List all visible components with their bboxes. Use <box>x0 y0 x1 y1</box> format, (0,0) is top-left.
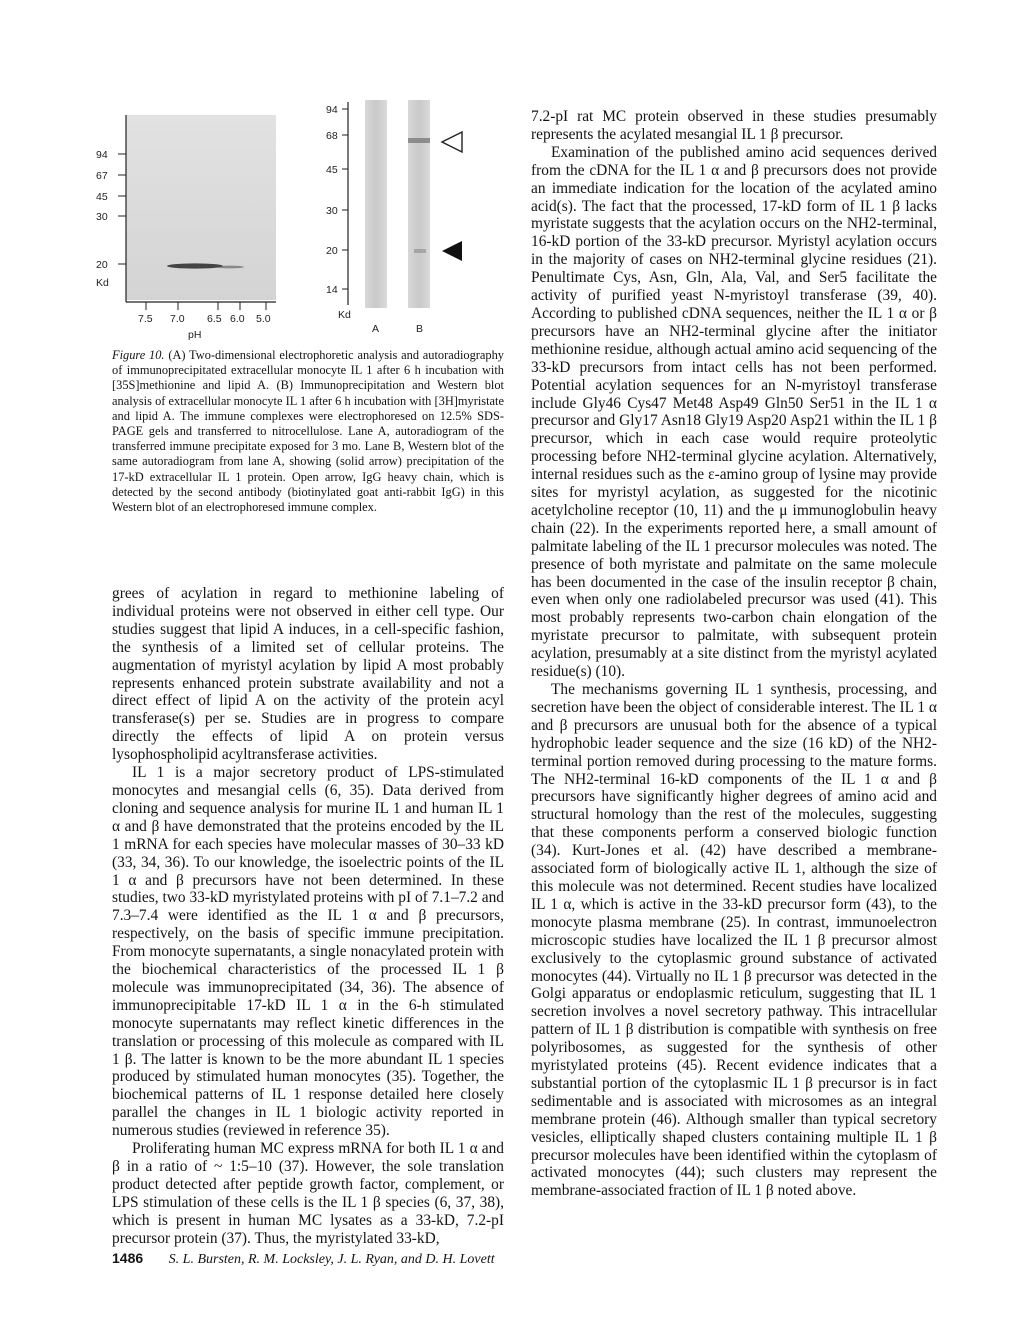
right-paragraph-1: 7.2-pI rat MC protein observed in these studies presumably represents the acylated mesangial IL 1 β precursor. <box>531 108 937 143</box>
lane-a-label: A <box>372 323 380 335</box>
left-paragraph-3: Proliferating human MC express mRNA for both IL 1 α and β in a ratio of ~ 1:5–10 (37). However, the sole translation product detected after peptide growth factor, complement, or LPS stimulation of these cells is the IL 1 β species (6, 37, 38), which is present in human MC lysates as a 33-kD, 7.2-pI precursor protein (37). Thus, the myristylated 33-kD, <box>112 1140 504 1247</box>
lane-b-band-heavy-chain <box>408 138 430 143</box>
panel-a-ph-label: pH <box>188 329 202 340</box>
panel-a-spot-tail <box>216 266 244 269</box>
footer-authors: S. L. Bursten, R. M. Locksley, J. L. Ryan, and D. H. Lovett <box>168 1252 495 1267</box>
panel-a <box>96 115 276 340</box>
right-paragraph-3: The mechanisms governing IL 1 synthesis, processing, and secretion have been the object of considerable interest. The IL 1 α and β precursors are unusual both for the absence of a typical hydrophobic leader sequence and the size (16 kD) of the NH2-terminal portion removed during processing to the mature forms. The NH2-terminal 16-kD components of the IL 1 α and β precursors have significantly higher degrees of amino acid and structural homology than the rest of the molecules, suggesting that these components perform a conserved biologic function (34). Kurt-Jones et al. (42) have described a membrane-associated form of biologically active IL 1, although the size of this molecule was not determined. Recent studies have localized IL 1 α, which is active in the 33-kD precursor form (43), to the monocyte plasma membrane (25). In contrast, immunoelectron microscopic studies have localized the IL 1 β precursor almost exclusively to the cytoplasmic ground substance of activated monocytes (44). Virtually no IL 1 β precursor was detected in the Golgi apparatus or endoplasmic reticulum, suggesting that IL 1 secretion involves a novel secretory pathway. This intracellular pattern of IL 1 β distribution is compatible with synthesis on free polyribosomes, as suggested for the synthesis of other myristylated proteins (45). Recent evidence indicates that a substantial portion of the cytoplasmic IL 1 β precursor is in fact sedimentable and is associated with microsomes as an integral membrane protein (46). Although smaller than typical secretory vesicles, elliptically shaped clusters containing multiple IL 1 β precursor molecules have been identified within the cytoplasm of activated monocytes (44); such clusters may represent the membrane-associated fraction of IL 1 β noted above. <box>531 681 937 1200</box>
lane-a-strip <box>365 100 387 308</box>
lane-b-band-il1 <box>414 249 426 253</box>
panel-b-mw-30: 30 <box>326 205 338 217</box>
panel-a-ph-50: 5.0 <box>256 313 271 325</box>
panel-a-spot <box>167 263 223 268</box>
panel-b <box>326 100 462 335</box>
panel-a-ph-70: 7.0 <box>170 313 185 325</box>
panel-b-mw-45: 45 <box>326 164 338 176</box>
panel-b-mw-20: 20 <box>326 245 338 257</box>
panel-a-mw-unit: Kd <box>96 277 109 289</box>
caption-label: Figure 10. <box>112 348 165 362</box>
panel-a-ph-60: 6.0 <box>230 313 245 325</box>
left-column <box>112 585 504 1248</box>
panel-b-mw-68: 68 <box>326 130 338 142</box>
right-column <box>531 108 937 1200</box>
panel-a-ph-75: 7.5 <box>138 313 153 325</box>
left-paragraph-1: grees of acylation in regard to methionine labeling of individual proteins were not observed in either cell type. Our studies suggest that lipid A induces, in a cell-specific fashion, the synthesis of a limited set of cellular proteins. The augmentation of myristyl acylation by lipid A most probably represents enhanced protein substrate availability and not a direct effect of lipid A on the activity of the protein acyl transferase(s) per se. Studies are in progress to compare directly the effects of lipid A on protein versus lysophospholipid acyltransferase activities. <box>112 585 504 764</box>
right-paragraph-2: Examination of the published amino acid sequences derived from the cDNA for the IL 1 α and β precursors does not provide an immediate indication for the location of the acylated amino acid(s). The fact that the processed, 17-kD form of IL 1 β lacks myristate suggests that the acylation occurs on the NH2-terminal, 16-kD portion of the 33-kD precursor. Myristyl acylation occurs in the majority of cases on NH2-terminal glycine residues (21). Penultimate Cys, Asn, Gln, Ala, Val, and Ser5 facilitate the activity of purified yeast N-myristoyl transferase (39, 40). According to published cDNA sequences, neither the IL 1 α or β precursors have an NH2-terminal glycine after the initiator methionine residue, although actual amino acid sequencing of the 33-kD precursors from intact cells has not been performed. Potential acylation sequences for an N-myristoyl transferase include Gly46 Cys47 Met48 Asp49 Gln50 Ser51 in the IL 1 α precursor and Gly17 Asn18 Gly19 Asp20 Asp21 within the IL 1 β precursor, which in each case would require proteolytic processing before NH2-terminal glycine acylation. Alternatively, internal residues such as the ε-amino group of lysine may provide sites for myristyl acylation, as suggested for the nicotinic acetylcholine receptor (10, 11) and the μ immunoglobulin heavy chain (22). In the experiments reported here, a small amount of palmitate labeling of the IL 1 precursor molecules was noted. The presence of both myristate and palmitate on the same molecule has been documented in the case of the insulin receptor β chain, even when only one radiolabeled precursor was used (41). This most probably represents two-carbon chain elongation of the myristate precursor to palmitate, with subsequent protein acylation, presumably at a site distinct from the myristyl acylated residue(s) (10). <box>531 143 937 681</box>
panel-a-mw-30: 30 <box>96 211 108 223</box>
panel-a-mw-94: 94 <box>96 149 108 161</box>
figure-caption <box>112 348 504 515</box>
panel-b-mw-14: 14 <box>326 284 338 296</box>
panel-a-mw-20: 20 <box>96 259 108 271</box>
panel-a-mw-67: 67 <box>96 170 108 182</box>
lane-b-strip <box>408 100 430 308</box>
panel-b-mw-unit: Kd <box>338 309 351 321</box>
panel-a-ph-65: 6.5 <box>207 313 222 325</box>
page-number: 1486 <box>112 1250 144 1266</box>
panel-a-mw-45: 45 <box>96 191 108 203</box>
lane-b-label: B <box>416 323 424 335</box>
caption-text: (A) Two-dimensional electrophoretic analysis and autoradiography of immunoprecipitated extracellular monocyte IL 1 after 6 h incubation with [35S]methionine and lipid A. (B) Immunoprecipitation and Western blot analysis of extracellular monocyte IL 1 after 6 h incubation with [3H]myristate and lipid A. The immune complexes were electrophoresed on 12.5% SDS-PAGE gels and transferred to nitrocellulose. Lane A, autoradiogram of the transferred immune precipitate exposed for 3 mo. Lane B, Western blot of the same autoradiogram from lane A, showing (solid arrow) precipitation of the 17-kD extracellular IL 1 protein. Open arrow, IgG heavy chain, which is detected by the second antibody (biotinylated goat anti-rabbit IgG) in this Western blot of an electrophoresed immune complex. <box>112 348 504 515</box>
panel-a-gel <box>126 115 276 300</box>
panel-b-mw-94: 94 <box>326 104 338 116</box>
page-footer <box>112 1250 495 1268</box>
open-arrow-icon <box>442 132 462 152</box>
left-paragraph-2: IL 1 is a major secretory product of LPS-stimulated monocytes and mesangial cells (6, 35). Data derived from cloning and sequence analysis for murine IL 1 and human IL 1 α and β have demonstrated that the proteins encoded by the IL 1 mRNA for each species have molecular masses of 30–33 kD (33, 34, 36). To our knowledge, the isoelectric points of the IL 1 α and β precursors have not been determined. In these studies, two 33-kD myristylated proteins with pI of 7.1–7.2 and 7.3–7.4 were identified as the IL 1 α and β precursors, respectively, on the basis of specific immune precipitation. From monocyte supernatants, a single nonacylated protein with the biochemical characteristics of the processed IL 1 β molecule was immunoprecipitated (34, 36). The absence of immunoprecipitable 17-kD IL 1 α in the 6-h stimulated monocyte supernatants may reflect kinetic differences in the translation or processing of this molecule as compared with IL 1 β. The latter is known to be the more abundant IL 1 species produced by stimulated human monocytes (35). Together, the biochemical patterns of IL 1 response detailed here closely parallel the changes in IL 1 biologic activity reported in numerous studies (reviewed in reference 35). <box>112 764 504 1140</box>
figure-10 <box>70 90 510 340</box>
solid-arrow-icon <box>442 241 462 261</box>
